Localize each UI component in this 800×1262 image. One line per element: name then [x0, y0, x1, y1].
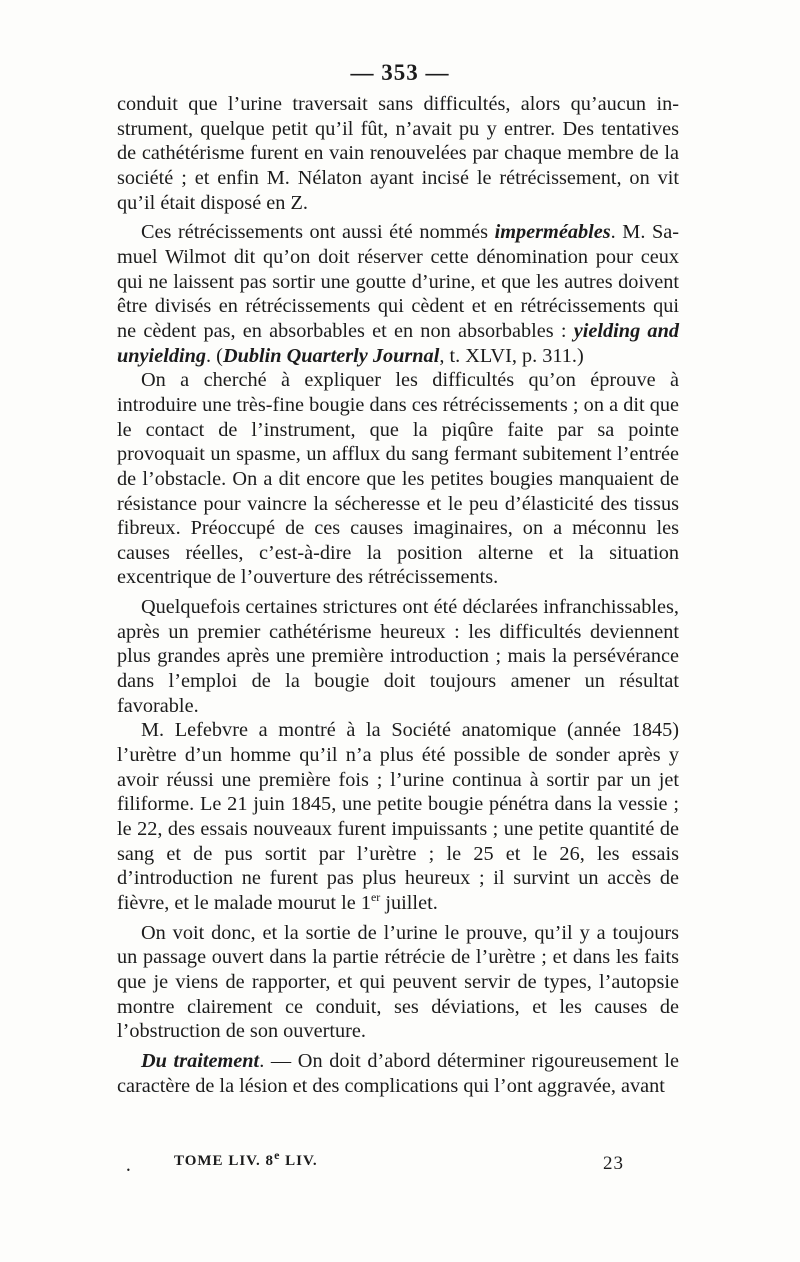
paragraph-lefebvre: [117, 718, 679, 915]
paragraph-text: conduit que l’urine traversait sans difficultés, alors qu’aucun instrument, quelque petit qu’il fût, n’avait pu y entrer. Des tentatives de cathétérisme furent en vain renouvelées par chaque membre de la société ; et enfin M. Nélaton ayant incisé le rétrécissement, on vit qu’il était disposé en Z.: [117, 93, 679, 214]
paragraph-difficulties: [117, 368, 679, 590]
paragraph-text: juillet.: [380, 892, 438, 914]
emphasis-term: imperméables: [494, 221, 611, 244]
paragraph-text: M. Lefebvre a montré à la Société anatomique (année 1845) l’urètre d’un homme qu’il n’a plus été possible de sonder après y avoir réussi une première fois ; l’urine continua à sortir par un jet filiforme. Le 21 juin 1845, une petite bougie pénétra dans la vessie ; le 22, des essais nouveaux furent impuissants ; une petite quantité de sang et de pus sortit par l’urètre ; le 25 et le 26, les essais d’introduction ne furent pas plus heureux ; il survint un accès de fièvre, et le malade mourut le 1: [117, 719, 679, 914]
paragraph-continuation: [117, 92, 679, 215]
paragraph-text: Ces rétrécissements ont aussi été nommés: [141, 221, 495, 244]
superscript: e: [274, 1148, 281, 1162]
paragraph-impermeables: [117, 220, 679, 368]
paragraph-text: . (: [206, 344, 223, 367]
paragraph-traitement: [117, 1049, 679, 1098]
bullet-mark: •: [126, 1166, 131, 1175]
page-number: — 353 —: [350, 60, 450, 85]
paragraph-text: On voit donc, et la sortie de l’urine le prouve, qu’il y a toujours un passage ouvert dans la partie rétrécie de l’urètre ; et dans les faits que je viens de rapporter, et qui peuvent servir de types, l’autopsie montre clairement ce conduit, ses déviations, et les causes de l’obstruction de son ouverture.: [117, 921, 679, 1043]
body-text: [117, 92, 679, 1098]
paragraph-text: , t. XLVI, p. 311.): [439, 344, 584, 367]
journal-citation: Dublin Quarterly Journal: [222, 344, 440, 367]
signature-number: 23: [603, 1153, 624, 1174]
paragraph-text: Quelquefois certaines strictures ont été déclarées infranchissables, après un premier cathétérisme heureux : les difficultés deviennent plus grandes après une première introduction ; mais la persévérance dans l’emploi de la bougie doit toujours amener un résultat favorable.: [117, 596, 679, 717]
emphasis-term: yielding and unyielding: [117, 319, 679, 367]
paragraph-strictures: [117, 595, 679, 718]
page-footer: [174, 1148, 624, 1174]
volume-label: TOME LIV. 8: [174, 1153, 275, 1169]
volume-label-end: LIV.: [280, 1153, 318, 1169]
section-heading: Du traitement: [141, 1049, 260, 1072]
paragraph-text: . — On doit d’abord déterminer rigoureusement le caractère de la lésion et des complications qui l’ont aggravée, avant: [117, 1049, 679, 1097]
paragraph-text: . M. Samuel Wilmot dit qu’on doit réserver cette dénomination pour ceux qui ne laissent pas sortir une goutte d’urine, et que les autres doivent être divisés en rétrécissements qui cèdent et en rétrécissements qui ne cèdent pas, en absorbables et en non absorbables :: [117, 221, 679, 342]
paragraph-text: On a cherché à expliquer les difficultés qu’on éprouve à introduire une très-fine bougie dans ces rétrécissements ; on a dit que le contact de l’instrument, que la piqûre faite par sa pointe provoquait un spasme, un afflux du sang fermant subitement l’entrée de l’obstacle. On a dit encore que les petites bougies manquaient de résistance pour vaincre la sécheresse et le peu d’élasticité des tissus fibreux. Préoccupé de ces causes imaginaires, on a méconnu les causes réelles, c’est-à-dire la position alterne et la situation excentrique de l’ouverture des rétrécissements.: [117, 369, 679, 589]
paragraph-conclusion: [117, 921, 679, 1044]
superscript: er: [370, 890, 381, 905]
